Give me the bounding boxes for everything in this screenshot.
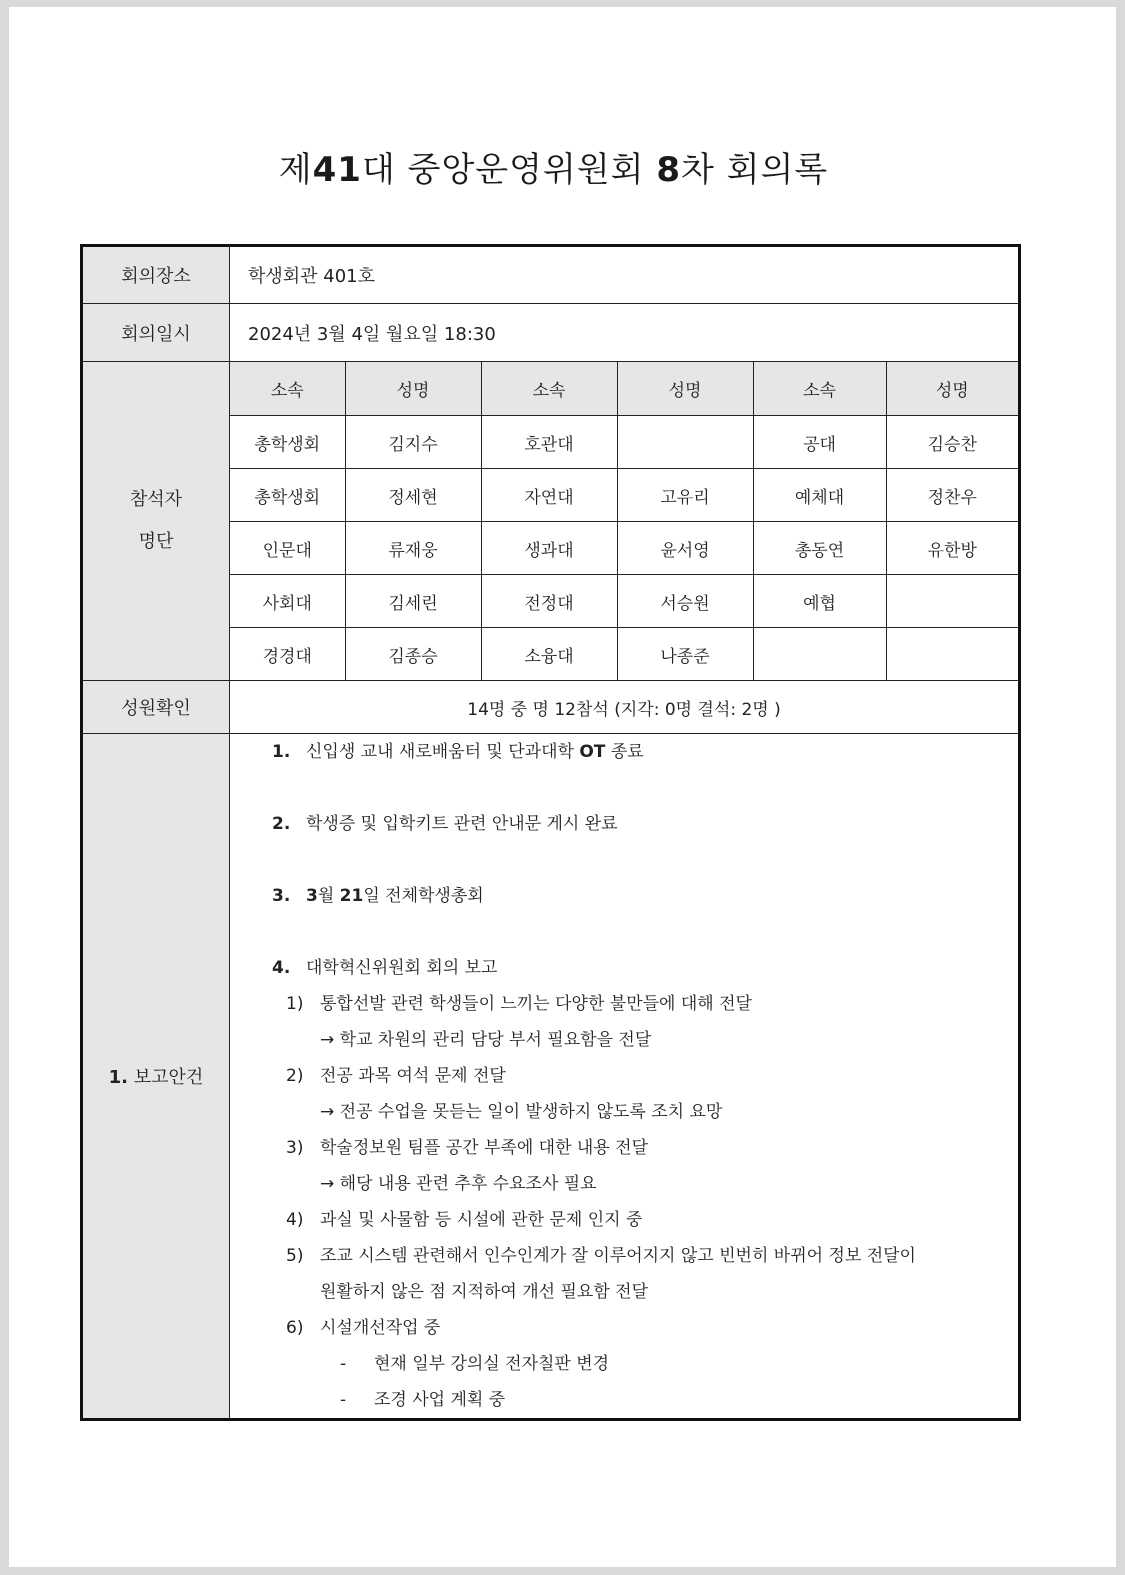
attendee-row (230, 628, 1018, 681)
affiliation-cell: 공대 (753, 416, 886, 469)
affiliation-cell: 자연대 (481, 469, 617, 522)
datetime-label: 회의일시 (82, 304, 230, 362)
name-cell: 정찬우 (886, 469, 1018, 522)
affiliation-cell: 인문대 (230, 522, 345, 575)
header-affiliation: 소속 (753, 362, 886, 416)
affiliation-cell: 예협 (753, 575, 886, 628)
affiliation-cell: 총학생회 (230, 469, 345, 522)
report-item: 2. 학생증 및 입학키트 관련 안내문 게시 완료 (272, 814, 618, 834)
affiliation-cell (753, 628, 886, 681)
report-subitem: 3) 학술정보원 팀플 공간 부족에 대한 내용 전달 (286, 1138, 649, 1158)
header-name: 성명 (617, 362, 753, 416)
attendee-row (230, 522, 1018, 575)
name-cell (886, 628, 1018, 681)
attendee-row (230, 469, 1018, 522)
minutes-table (80, 244, 1021, 1421)
quorum-value: 14명 중 명 12참석 (지각: 0명 결석: 2명 ) (230, 681, 1020, 734)
name-cell: 나종준 (617, 628, 753, 681)
name-cell: 김종승 (345, 628, 481, 681)
name-cell: 고유리 (617, 469, 753, 522)
name-cell: 정세현 (345, 469, 481, 522)
header-name: 성명 (345, 362, 481, 416)
name-cell: 유한방 (886, 522, 1018, 575)
header-affiliation: 소속 (230, 362, 345, 416)
header-affiliation: 소속 (481, 362, 617, 416)
report-subitem: 2) 전공 과목 여석 문제 전달 (286, 1066, 506, 1086)
report-subitem-note: → 전공 수업을 못듣는 일이 발생하지 않도록 조치 요망 (320, 1102, 723, 1122)
report-item: 4. 대학혁신위원회 회의 보고 (272, 958, 498, 978)
attendee-row (230, 416, 1018, 469)
affiliation-cell: 전정대 (481, 575, 617, 628)
report-dash-item: - 조경 사업 계획 중 (340, 1390, 506, 1410)
report-subitem-continuation: 원활하지 않은 점 지적하여 개선 필요함 전달 (320, 1282, 649, 1302)
affiliation-cell: 예체대 (753, 469, 886, 522)
name-cell: 김지수 (345, 416, 481, 469)
name-cell (617, 416, 753, 469)
report-item: 3. 3월 21일 전체학생총회 (272, 886, 484, 906)
report-dash-item: - 현재 일부 강의실 전자칠판 변경 (340, 1354, 610, 1374)
report-content (230, 734, 1020, 1420)
affiliation-cell: 소융대 (481, 628, 617, 681)
report-item: 1. 신입생 교내 새로배움터 및 단과대학 OT 종료 (272, 742, 644, 762)
affiliation-cell: 총동연 (753, 522, 886, 575)
name-cell: 윤서영 (617, 522, 753, 575)
report-subitem: 6) 시설개선작업 중 (286, 1318, 441, 1338)
header-name: 성명 (886, 362, 1018, 416)
report-label: 1. 보고안건 (82, 734, 230, 1420)
name-cell: 서승원 (617, 575, 753, 628)
page-title: 제41대 중앙운영위원회 8차 회의록 (278, 150, 829, 190)
affiliation-cell: 총학생회 (230, 416, 345, 469)
affiliation-cell: 경경대 (230, 628, 345, 681)
report-subitem: 1) 통합선발 관련 학생들이 느끼는 다양한 불만들에 대해 전달 (286, 994, 752, 1014)
attendee-list-label: 참석자 명단 (82, 362, 230, 681)
datetime-value: 2024년 3월 4일 월요일 18:30 (230, 304, 1020, 362)
quorum-label: 성원확인 (82, 681, 230, 734)
affiliation-cell: 호관대 (481, 416, 617, 469)
report-subitem: 5) 조교 시스템 관련해서 인수인계가 잘 이루어지지 않고 빈번히 바뀌어 정보 전달이 (286, 1246, 916, 1266)
report-subitem-note: → 해당 내용 관련 추후 수요조사 필요 (320, 1174, 597, 1194)
affiliation-cell: 사회대 (230, 575, 345, 628)
name-cell: 류재웅 (345, 522, 481, 575)
attendee-row (230, 575, 1018, 628)
name-cell (886, 575, 1018, 628)
name-cell: 김승찬 (886, 416, 1018, 469)
place-value: 학생회관 401호 (230, 246, 1020, 304)
report-subitem: 4) 과실 및 사물함 등 시설에 관한 문제 인지 중 (286, 1210, 643, 1230)
report-subitem-note: → 학교 차원의 관리 담당 부서 필요함을 전달 (320, 1030, 652, 1050)
attendee-table (230, 362, 1018, 680)
name-cell: 김세린 (345, 575, 481, 628)
place-label: 회의장소 (82, 246, 230, 304)
affiliation-cell: 생과대 (481, 522, 617, 575)
